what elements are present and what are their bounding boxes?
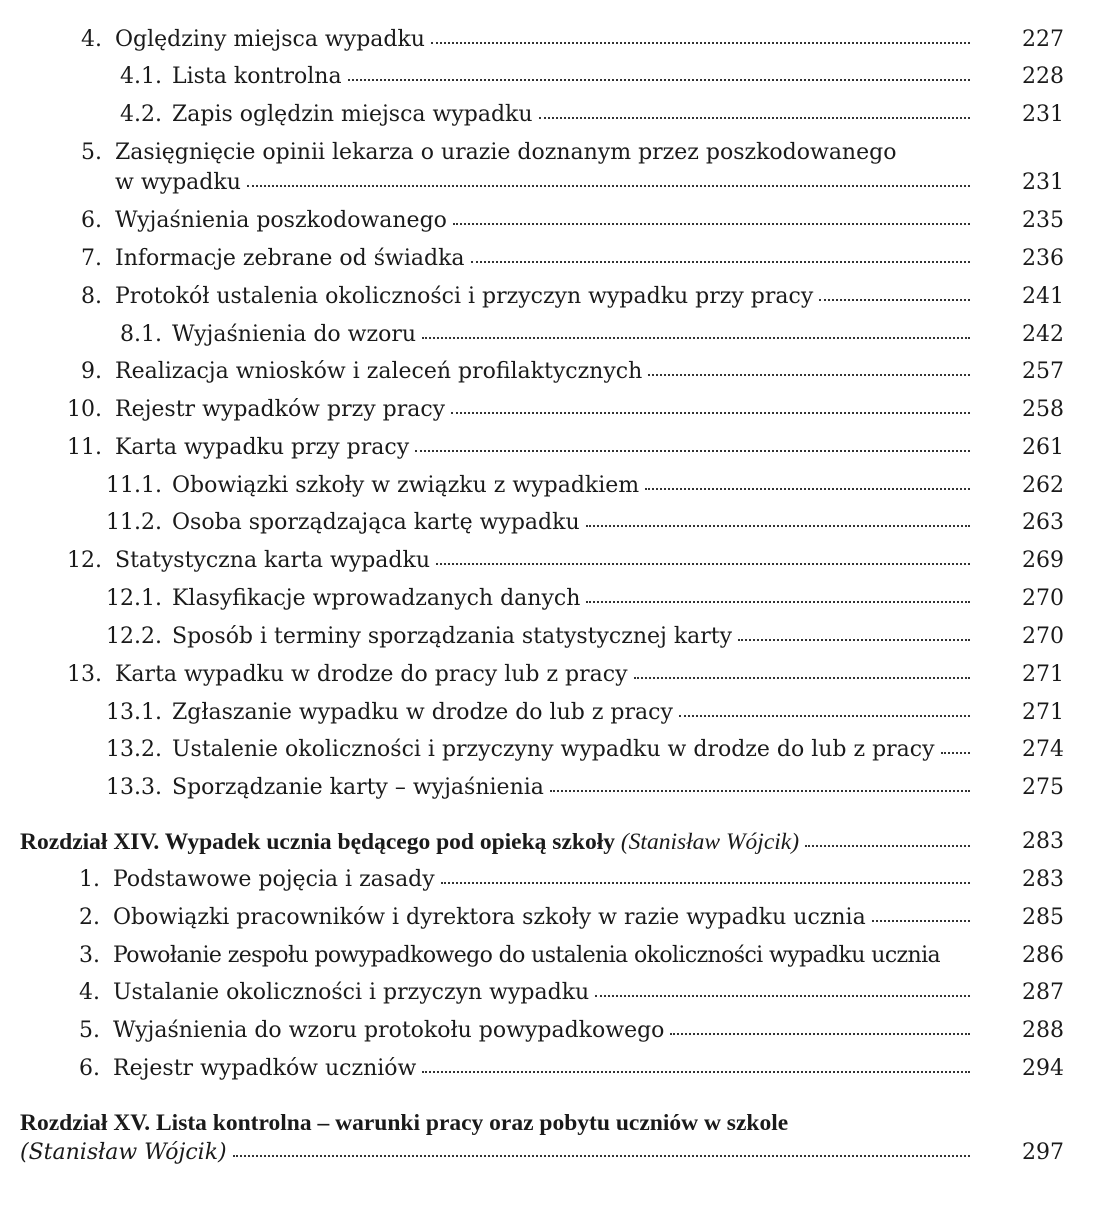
toc-subentry: [0, 580, 1112, 618]
toc-entry-title: Wyjaśnienia do wzoru: [172, 322, 416, 347]
toc-subentry: [0, 618, 1112, 656]
dot-leader: [348, 73, 970, 81]
toc-entry-page: 271: [1022, 662, 1064, 687]
toc-entry-number: 5.: [79, 1018, 100, 1043]
toc-entry-title: Zgłaszanie wypadku w drodze do lub z pracy: [172, 700, 673, 725]
chapter-title: Rozdział XIV. Wypadek ucznia będącego pod opieką szkoły: [20, 829, 615, 855]
toc-entry-title: Karta wypadku przy pracy: [115, 435, 410, 460]
toc-subentry: [0, 769, 1112, 807]
toc-entry-title: Informacje zebrane od świadka: [115, 246, 465, 271]
toc-entry-page: 258: [1022, 397, 1064, 422]
toc-entry-page: 286: [1022, 943, 1064, 968]
toc-entry-title: Statystyczna karta wypadku: [115, 548, 431, 573]
dot-leader: [233, 1149, 970, 1157]
toc-entry: [0, 353, 1112, 391]
toc-entry-continuation: [0, 164, 1112, 202]
toc-entry-page: 257: [1022, 359, 1064, 384]
toc-entry-title: Karta wypadku w drodze do pracy lub z pracy: [115, 662, 628, 687]
dot-leader: [431, 36, 970, 44]
toc-entry-number: 12.: [67, 548, 102, 573]
toc-subentry: [0, 96, 1112, 134]
dot-leader: [422, 1065, 970, 1073]
toc-entry-number: 2.: [79, 905, 100, 930]
dot-leader: [586, 519, 970, 527]
toc-entry-page: 294: [1022, 1056, 1064, 1081]
dot-leader: [471, 255, 970, 263]
toc-entry-page: 270: [1022, 624, 1064, 649]
toc-entry-number: 7.: [81, 246, 102, 271]
dot-leader: [436, 557, 970, 565]
dot-leader: [872, 914, 970, 922]
toc-entry-title: Rejestr wypadków uczniów: [113, 1056, 417, 1081]
toc-entry-page: 236: [1022, 246, 1064, 271]
toc-entry-number: 11.: [67, 435, 102, 460]
dot-leader: [670, 1027, 970, 1035]
toc-entry-title: Oględziny miejsca wypadku: [115, 27, 425, 52]
dot-leader: [805, 839, 970, 847]
toc-entry-number: 4.: [79, 980, 100, 1005]
toc-entry-title: Ustalanie okoliczności i przyczyn wypadku: [113, 980, 590, 1005]
toc-subentry: [0, 731, 1112, 769]
toc-entry-page: 270: [1022, 586, 1064, 611]
toc-subentry: [0, 694, 1112, 732]
toc-entry-number: 4.1.: [120, 64, 162, 89]
toc-entry: [0, 899, 1112, 937]
toc-entry-number: 6.: [79, 1056, 100, 1081]
toc-entry-page: 231: [1022, 102, 1064, 127]
toc-entry-title: Protokół ustalenia okoliczności i przyczyn wypadku przy pracy: [115, 284, 814, 309]
dot-leader: [441, 876, 970, 884]
dot-leader: [648, 368, 970, 376]
toc-entry-title: Podstawowe pojęcia i zasady: [113, 867, 435, 892]
toc-entry-number: 4.: [81, 27, 102, 52]
toc-entry-title: Powołanie zespołu powypadkowego do ustalenia okoliczności wypadku ucznia: [113, 943, 941, 968]
toc-entry-number: 1.: [79, 867, 100, 892]
toc-entry-title: Ustalenie okoliczności i przyczyny wypadku w drodze do lub z pracy: [172, 737, 935, 762]
toc-entry: [0, 202, 1112, 240]
toc-entry-page: 227: [1022, 27, 1064, 52]
dot-leader: [550, 784, 970, 792]
toc-entry-title: Lista kontrolna: [172, 64, 342, 89]
toc-entry-number: 8.1.: [120, 322, 162, 347]
toc-entry-page: 285: [1022, 905, 1064, 930]
toc-entry-title: Obowiązki pracowników i dyrektora szkoły w razie wypadku ucznia: [113, 905, 866, 930]
toc-entry-number: 9.: [81, 359, 102, 384]
toc-entry-number: 10.: [67, 397, 102, 422]
toc-entry: [0, 21, 1112, 59]
toc-entry-page: 283: [1022, 829, 1064, 854]
toc-subentry: [0, 316, 1112, 354]
chapter-author: (Stanisław Wójcik): [620, 829, 800, 855]
toc-entry-page: 263: [1022, 510, 1064, 535]
dot-leader: [453, 217, 970, 225]
toc-entry: [0, 861, 1112, 899]
toc-entry-page: 287: [1022, 980, 1064, 1005]
toc-entry-title: Zapis oględzin miejsca wypadku: [172, 102, 533, 127]
dot-leader: [451, 406, 970, 414]
toc-entry-number: 6.: [81, 208, 102, 233]
toc-entry-number: 12.2.: [106, 624, 162, 649]
toc-entry-page: 262: [1022, 473, 1064, 498]
toc-entry-number: 11.2.: [106, 510, 162, 535]
toc-entry-number: 13.: [67, 662, 102, 687]
dot-leader: [634, 671, 970, 679]
dot-leader: [595, 989, 970, 997]
toc-subentry: [0, 467, 1112, 505]
toc-entry-number: 13.3.: [106, 775, 162, 800]
toc-entry-title: Wyjaśnienia do wzoru protokołu powypadkowego: [113, 1018, 665, 1043]
toc-entry-page: 297: [1022, 1140, 1064, 1165]
toc-entry: [0, 391, 1112, 429]
toc-entry-page: 288: [1022, 1018, 1064, 1043]
toc-entry-number: 3.: [79, 943, 100, 968]
toc-subentry: [0, 58, 1112, 96]
toc-entry-number: 5.: [81, 140, 102, 165]
toc-entry-number: 11.1.: [106, 473, 162, 498]
dot-leader: [422, 331, 970, 339]
toc-entry-page: 275: [1022, 775, 1064, 800]
toc-entry: [0, 937, 1112, 975]
toc-entry-number: 8.: [81, 284, 102, 309]
dot-leader: [586, 595, 970, 603]
dot-leader: [415, 444, 970, 452]
toc-entry-number: 12.1.: [106, 586, 162, 611]
toc-entry-page: 271: [1022, 700, 1064, 725]
toc-entry-title: Sporządzanie karty – wyjaśnienia: [172, 775, 544, 800]
toc-entry-title: Realizacja wniosków i zaleceń profilaktycznych: [115, 359, 643, 384]
chapter-heading: [0, 823, 1112, 861]
dot-leader: [738, 633, 970, 641]
toc-entry-number: 13.2.: [106, 737, 162, 762]
toc-entry-title: Rejestr wypadków przy pracy: [115, 397, 446, 422]
toc-entry: [0, 278, 1112, 316]
toc-entry-page: 274: [1022, 737, 1064, 762]
toc-entry: [0, 542, 1112, 580]
toc-subentry: [0, 504, 1112, 542]
toc-entry: [0, 1012, 1112, 1050]
toc-entry-title: Wyjaśnienia poszkodowanego: [115, 208, 447, 233]
toc-entry-number: 4.2.: [120, 102, 162, 127]
toc-entry-page: 235: [1022, 208, 1064, 233]
dot-leader: [819, 293, 970, 301]
chapter-author: (Stanisław Wójcik): [20, 1140, 227, 1165]
toc-entry-page: 269: [1022, 548, 1064, 573]
dot-leader: [247, 179, 970, 187]
toc-entry-page: 261: [1022, 435, 1064, 460]
toc-entry: [0, 429, 1112, 467]
toc-entry-title: Obowiązki szkoły w związku z wypadkiem: [172, 473, 640, 498]
toc-entry-page: 283: [1022, 867, 1064, 892]
toc-entry-page: 241: [1022, 284, 1064, 309]
toc-entry-title-cont: w wypadku: [115, 170, 241, 195]
dot-leader: [645, 482, 970, 490]
toc-entry-title: Osoba sporządzająca kartę wypadku: [172, 510, 580, 535]
toc-entry-page: 228: [1022, 64, 1064, 89]
toc-entry: [0, 1050, 1112, 1088]
toc-entry-title: Klasyfikacje wprowadzanych danych: [172, 586, 581, 611]
dot-leader: [679, 709, 970, 717]
toc-entry: [0, 974, 1112, 1012]
toc-entry-title: Sposób i terminy sporządzania statystycznej karty: [172, 624, 733, 649]
toc-entry-number: 13.1.: [106, 700, 162, 725]
toc-entry: [0, 240, 1112, 278]
dot-leader: [539, 111, 970, 119]
toc-entry-title: Zasięgnięcie opinii lekarza o urazie doznanym przez poszkodowanego: [115, 140, 897, 165]
chapter-title: Rozdział XV. Lista kontrolna – warunki pracy oraz pobytu uczniów w szkole: [20, 1110, 789, 1136]
toc-entry: [0, 656, 1112, 694]
toc-entry-page: 231: [1022, 170, 1064, 195]
chapter-author-line: [0, 1134, 1112, 1172]
toc-entry-page: 242: [1022, 322, 1064, 347]
